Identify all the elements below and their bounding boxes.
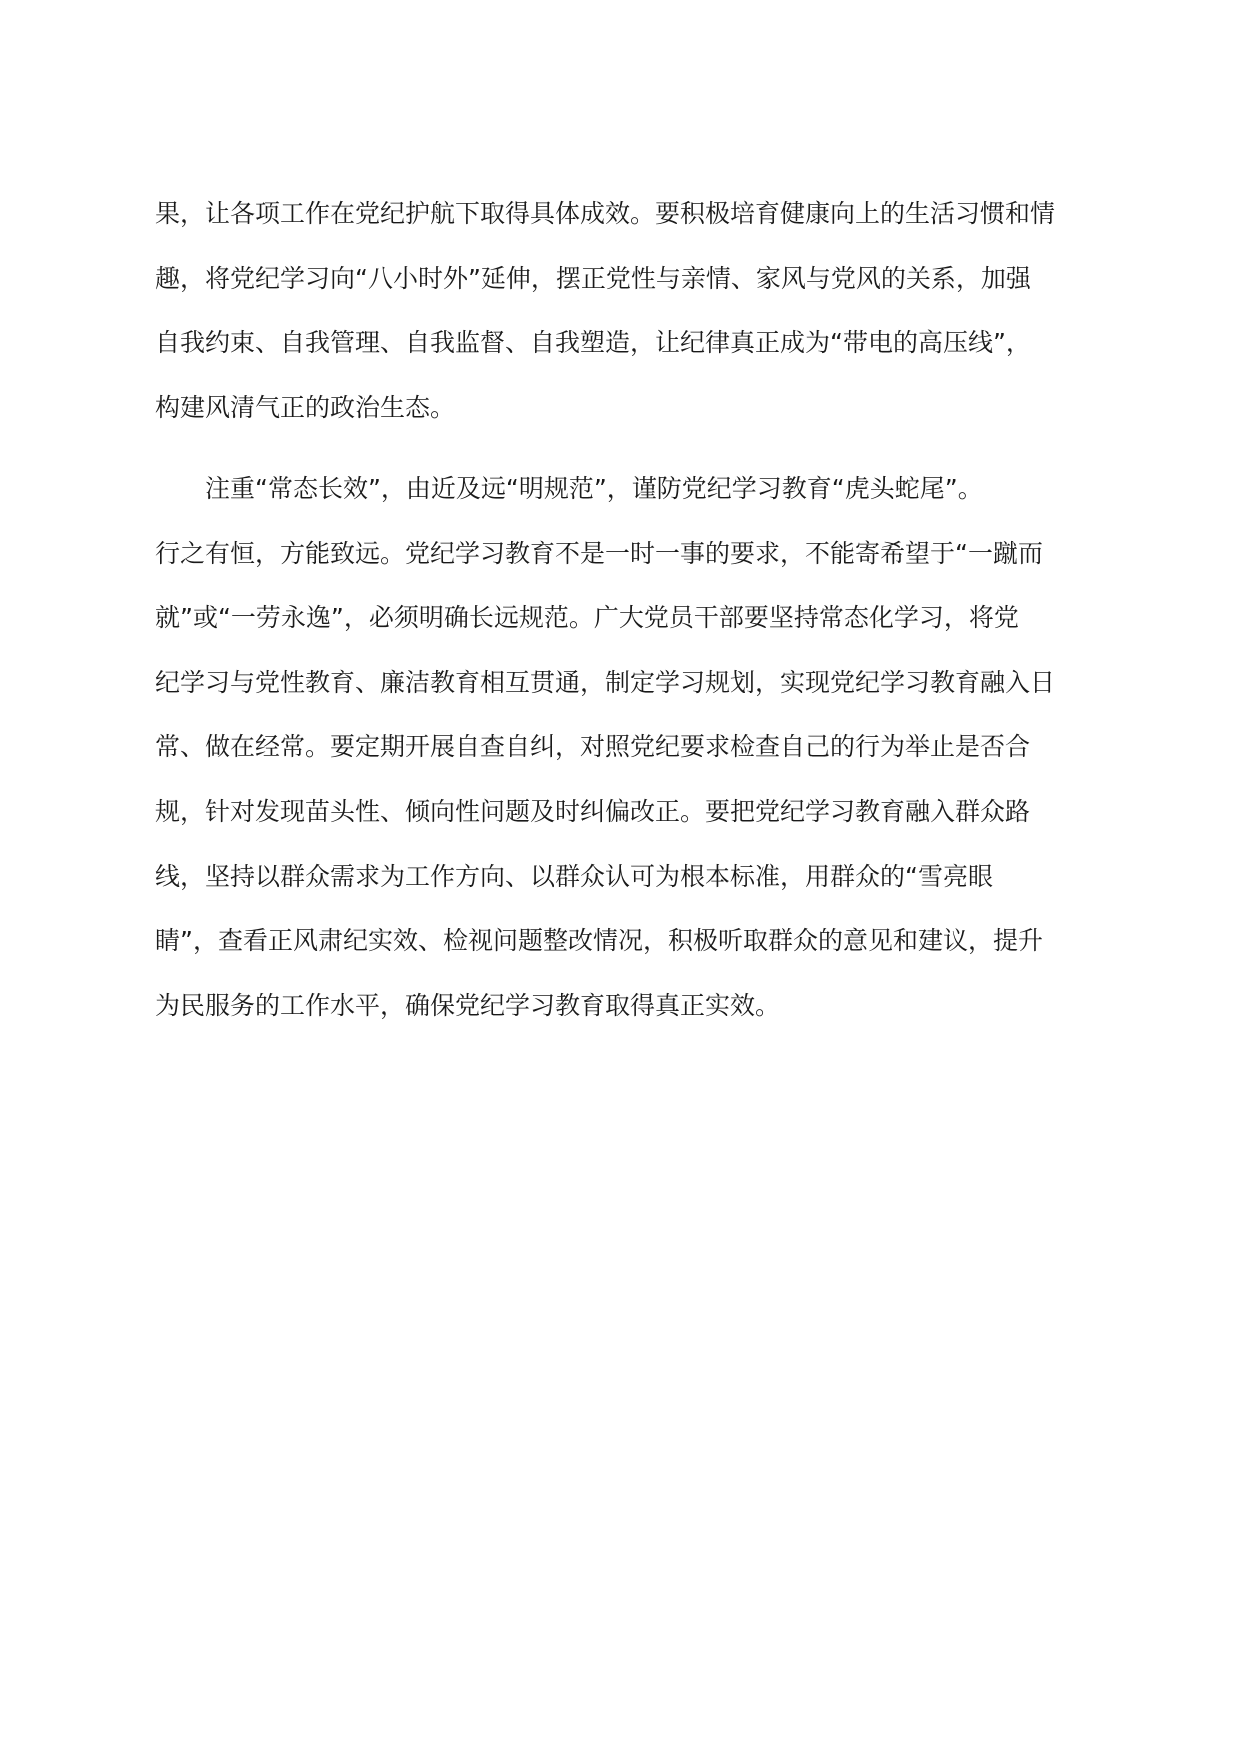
paragraph-line: 为民服务的工作水平，确保党纪学习教育取得真正实效。 bbox=[155, 990, 781, 1020]
paragraph-line: 常、做在经常。要定期开展自查自纠，对照党纪要求检查自己的行为举止是否合 bbox=[155, 732, 1031, 762]
paragraph-1 bbox=[155, 182, 1065, 440]
paragraph-line: 构建风清气正的政治生态。 bbox=[155, 392, 456, 422]
paragraph-2 bbox=[155, 457, 1065, 1038]
paragraph-line: 线，坚持以群众需求为工作方向、以群众认可为根本标准，用群众的“雪亮眼 bbox=[155, 861, 993, 891]
paragraph-line: 注重“常态长效”，由近及远“明规范”，谨防党纪学习教育“虎头蛇尾”。 bbox=[205, 474, 983, 503]
paragraph-line: 果，让各项工作在党纪护航下取得具体成效。要积极培育健康向上的生活习惯和情 bbox=[155, 199, 1056, 228]
paragraph-line: 规，针对发现苗头性、倾向性问题及时纠偏改正。要把党纪学习教育融入群众路 bbox=[155, 796, 1031, 826]
paragraph-line: 睛”，查看正风肃纪实效、检视问题整改情况，积极听取群众的意见和建议，提升 bbox=[155, 926, 1043, 956]
paragraph-line: 就”或“一劳永逸”，必须明确长远规范。广大党员干部要坚持常态化学习，将党 bbox=[155, 603, 1019, 633]
paragraph-line: 自我约束、自我管理、自我监督、自我塑造，让纪律真正成为“带电的高压线”， bbox=[155, 328, 1031, 358]
paragraph-line: 趣，将党纪学习向“八小时外”延伸，摆正党性与亲情、家风与党风的关系，加强 bbox=[155, 263, 1031, 293]
paragraph-line: 行之有恒，方能致远。党纪学习教育不是一时一事的要求，不能寄希望于“一蹴而 bbox=[155, 538, 1043, 568]
paragraph-line: 纪学习与党性教育、廉洁教育相互贯通，制定学习规划，实现党纪学习教育融入日 bbox=[155, 667, 1056, 697]
